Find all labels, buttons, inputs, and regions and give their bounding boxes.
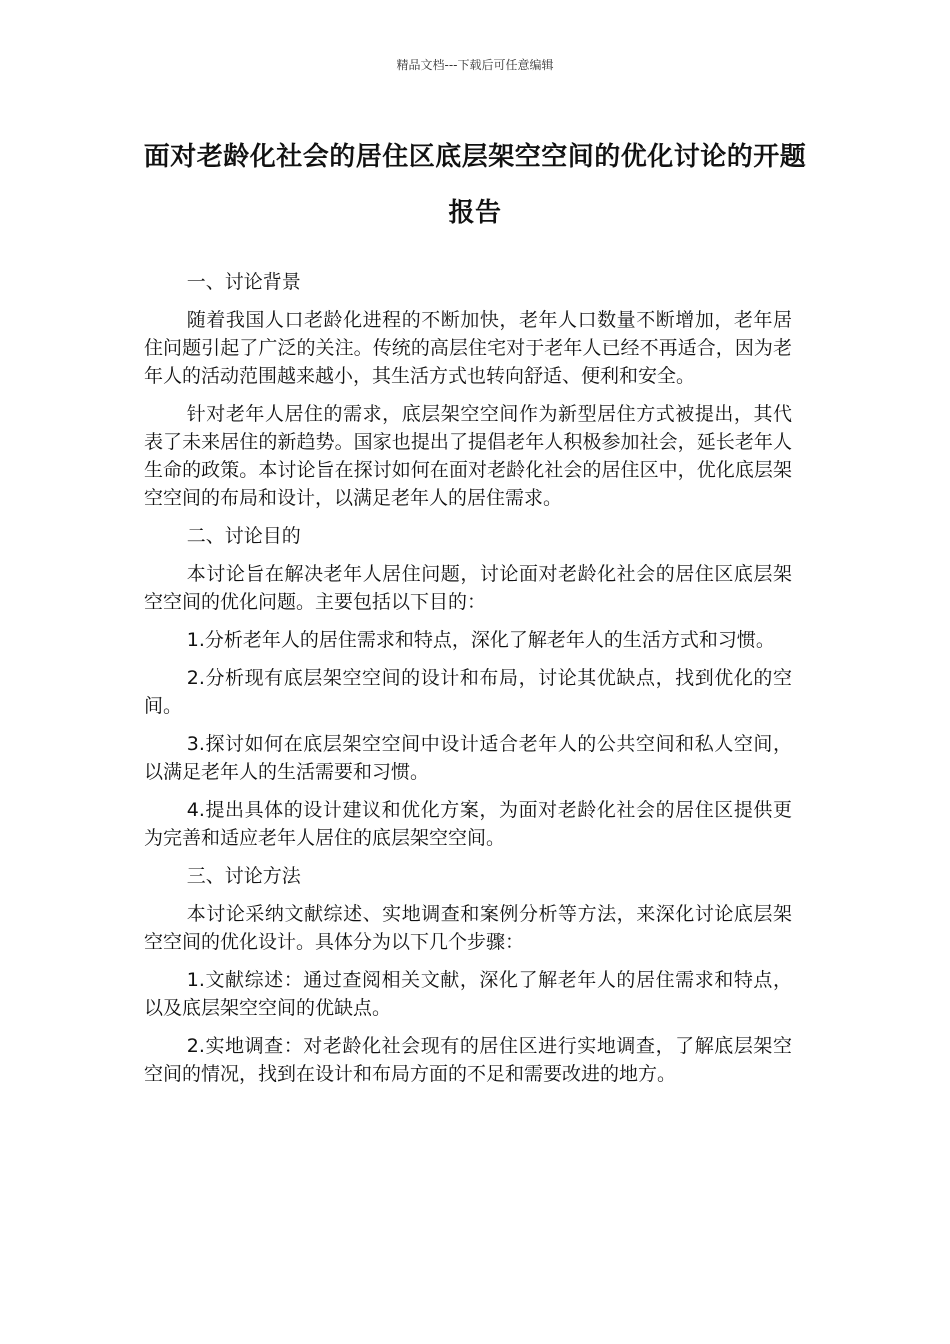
paragraph: 随着我国人口老龄化进程的不断加快，老年人口数量不断增加，老年居住问题引起了广泛的关注。传统的高层住宅对于老年人已经不再适合，因为老年人的活动范围越来越小，其生活方式也转向舒适、便利和安全。	[144, 309, 792, 387]
paragraph: 针对老年人居住的需求，底层架空空间作为新型居住方式被提出，其代表了未来居住的新趋势。国家也提出了提倡老年人积极参加社会，延长老年人生命的政策。本讨论旨在探讨如何在面对老龄化社会的居住区中，优化底层架空空间的布局和设计，以满足老年人的居住需求。	[144, 403, 792, 509]
header-note: 精品文档---下载后可任意编辑	[396, 58, 554, 72]
list-item: 1.文献综述：通过查阅相关文献，深化了解老年人的居住需求和特点，以及底层架空空间的优缺点。	[144, 969, 792, 1019]
list-item: 2.分析现有底层架空空间的设计和布局，讨论其优缺点，找到优化的空间。	[144, 667, 792, 717]
list-item: 1.分析老年人的居住需求和特点，深化了解老年人的生活方式和习惯。	[186, 629, 775, 651]
document-body	[144, 268, 792, 1098]
section-heading: 二、讨论目的	[186, 525, 301, 547]
list-item: 4.提出具体的设计建议和优化方案，为面对老龄化社会的居住区提供更为完善和适应老年人居住的底层架空空间。	[144, 799, 792, 849]
section-heading: 三、讨论方法	[186, 865, 301, 887]
section-background	[144, 268, 792, 512]
list-item: 3.探讨如何在底层架空空间中设计适合老年人的公共空间和私人空间，以满足老年人的生活需要和习惯。	[144, 733, 792, 783]
list-item: 2.实地调查：对老龄化社会现有的居住区进行实地调查，了解底层架空空间的情况，找到在设计和布局方面的不足和需要改进的地方。	[144, 1035, 792, 1085]
paragraph: 本讨论旨在解决老年人居住问题，讨论面对老龄化社会的居住区底层架空空间的优化问题。主要包括以下目的：	[144, 563, 792, 613]
paragraph: 本讨论采纳文献综述、实地调查和案例分析等方法，来深化讨论底层架空空间的优化设计。具体分为以下几个步骤：	[144, 903, 792, 953]
section-method	[144, 862, 792, 1088]
section-purpose	[144, 522, 792, 852]
section-heading: 一、讨论背景	[186, 271, 301, 293]
document-title: 面对老龄化社会的居住区底层架空空间的优化讨论的开题报告	[143, 142, 807, 228]
